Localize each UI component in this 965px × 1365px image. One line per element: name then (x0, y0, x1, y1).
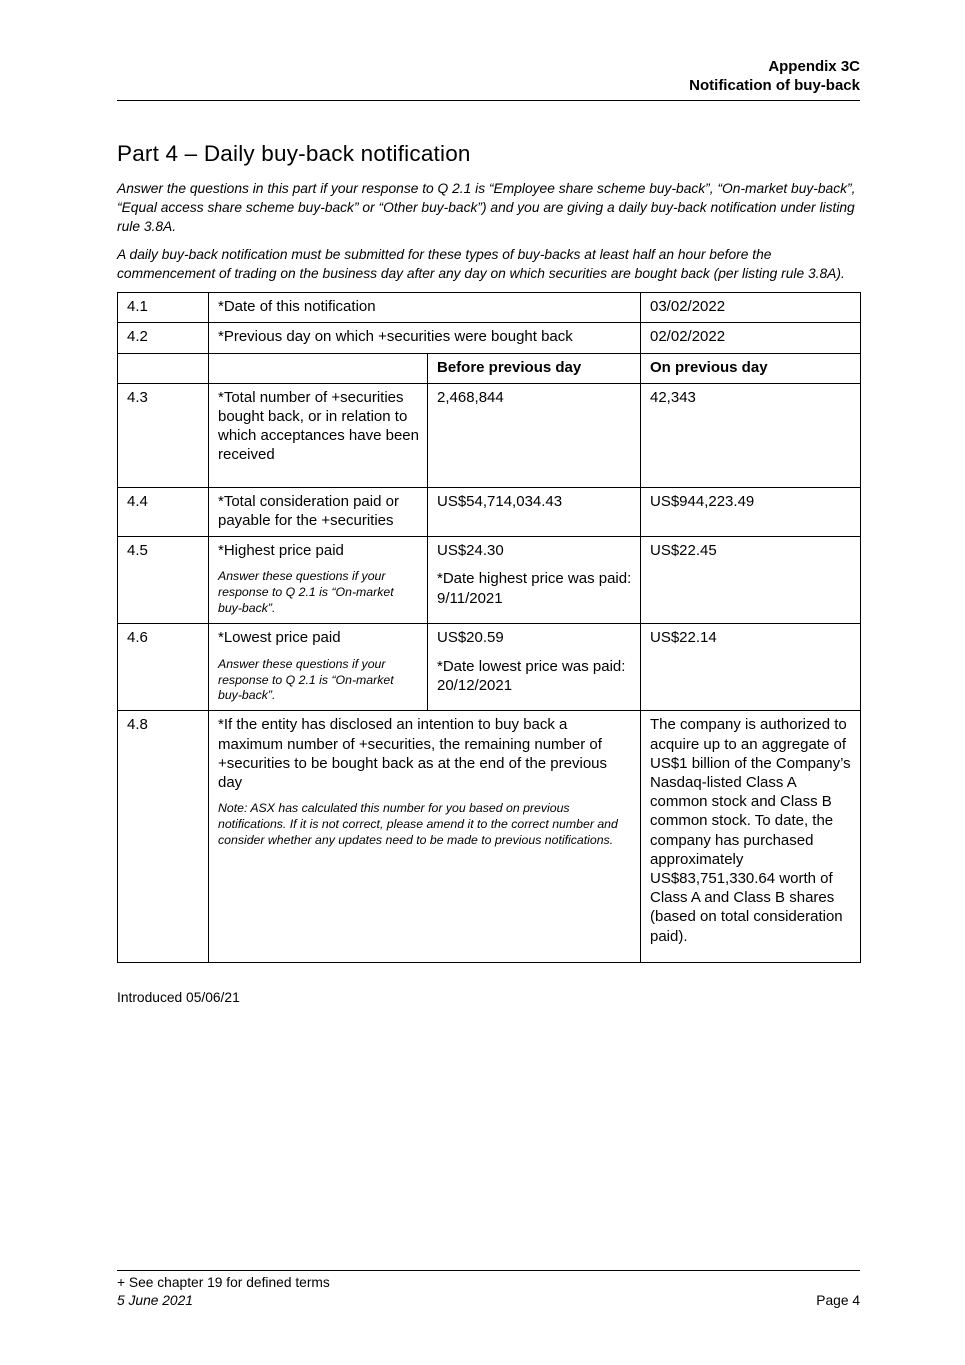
question-label-with-note (209, 624, 428, 711)
footer-page-number: Page 4 (816, 1292, 860, 1308)
question-label: *If the entity has disclosed an intention to buy back a maximum number of +securities, the remaining number of +securities to be bought back as at the end of the previous day (218, 716, 608, 792)
question-label: *Previous day on which +securities were bought back (209, 323, 641, 353)
question-number: 4.3 (118, 383, 209, 487)
buyback-notification-table (117, 292, 861, 963)
highest-price-value: US$24.30 (437, 542, 504, 560)
header-appendix-label: Appendix 3C (768, 58, 860, 75)
notification-date-value: 03/02/2022 (641, 293, 861, 323)
question-number: 4.1 (118, 293, 209, 323)
table-row-4-1 (118, 293, 861, 323)
question-label: *Highest price paid (218, 542, 344, 560)
table-row-4-2 (118, 323, 861, 353)
table-row-column-headers (118, 353, 861, 383)
lowest-price-on-value: US$22.14 (641, 624, 861, 711)
intro-paragraphs (117, 179, 860, 283)
table-row-4-6 (118, 624, 861, 711)
highest-price-date: *Date highest price was paid: 9/11/2021 (437, 570, 632, 607)
lowest-price-value: US$20.59 (437, 629, 504, 647)
introduced-note: Introduced 05/06/21 (117, 990, 240, 1006)
question-number: 4.2 (118, 323, 209, 353)
table-row-4-5 (118, 537, 861, 624)
question-number: 4.5 (118, 537, 209, 624)
question-number: 4.6 (118, 624, 209, 711)
question-label-with-note (209, 537, 428, 624)
question-label: *Total number of +securities bought back, or in relation to which acceptances have been received (209, 383, 428, 487)
footer-date: 5 June 2021 (117, 1292, 193, 1308)
column-header-on-previous-day: On previous day (641, 353, 861, 383)
page-title: Part 4 – Daily buy-back notification (117, 141, 471, 167)
table-row-4-4 (118, 487, 861, 536)
question-label: *Lowest price paid (218, 629, 341, 647)
question-number: 4.4 (118, 487, 209, 536)
highest-price-before-cell (428, 537, 641, 624)
question-note: Answer these questions if your response to Q 2.1 is “On-market buy-back”. (218, 569, 394, 616)
intro-paragraph-1: Answer the questions in this part if your response to Q 2.1 is “Employee share scheme buy-back”, “On-market buy-back”, “Equal access share scheme buy-back” or “Other buy-back”) and you are giving a daily buy-back notification under listing rule 3.8A. (117, 181, 856, 235)
empty-cell (118, 353, 209, 383)
question-number: 4.8 (118, 711, 209, 963)
column-header-before-previous-day: Before previous day (428, 353, 641, 383)
total-consideration-on-value: US$944,223.49 (641, 487, 861, 536)
table-row-4-3 (118, 383, 861, 487)
question-label: *Date of this notification (209, 293, 641, 323)
question-label-with-note (209, 711, 641, 963)
question-label: *Total consideration paid or payable for the +securities (209, 487, 428, 536)
intro-paragraph-2: A daily buy-back notification must be submitted for these types of buy-backs at least half an hour before the commencement of trading on the business day after any day on which securities are bought back (per listing rule 3.8A). (117, 247, 845, 282)
remaining-buyback-value: The company is authorized to acquire up to an aggregate of US$1 billion of the Company’s Nasdaq-listed Class A common stock and Class B common stock. To date, the company has purchased approximately US$83,751,330.64 worth of Class A and Class B shares (based on total consideration paid). (641, 711, 861, 963)
header-subtitle: Notification of buy-back (689, 77, 860, 95)
table-row-4-8 (118, 711, 861, 963)
lowest-price-before-cell (428, 624, 641, 711)
previous-day-value: 02/02/2022 (641, 323, 861, 353)
total-consideration-before-value: US$54,714,034.43 (428, 487, 641, 536)
footer-defined-terms: + See chapter 19 for defined terms (117, 1275, 330, 1290)
document-header (117, 0, 860, 101)
total-securities-on-value: 42,343 (641, 383, 861, 487)
empty-cell (209, 353, 428, 383)
lowest-price-date: *Date lowest price was paid: 20/12/2021 (437, 657, 626, 694)
document-footer (117, 1270, 860, 1310)
question-note: Answer these questions if your response to Q 2.1 is “On-market buy-back”. (218, 656, 394, 703)
question-note: Note: ASX has calculated this number for you based on previous notifications. If it is not correct, please amend it to the correct number and consider whether any updates need to be made to previous notifications. (218, 801, 618, 848)
total-securities-before-value: 2,468,844 (428, 383, 641, 487)
highest-price-on-value: US$22.45 (641, 537, 861, 624)
